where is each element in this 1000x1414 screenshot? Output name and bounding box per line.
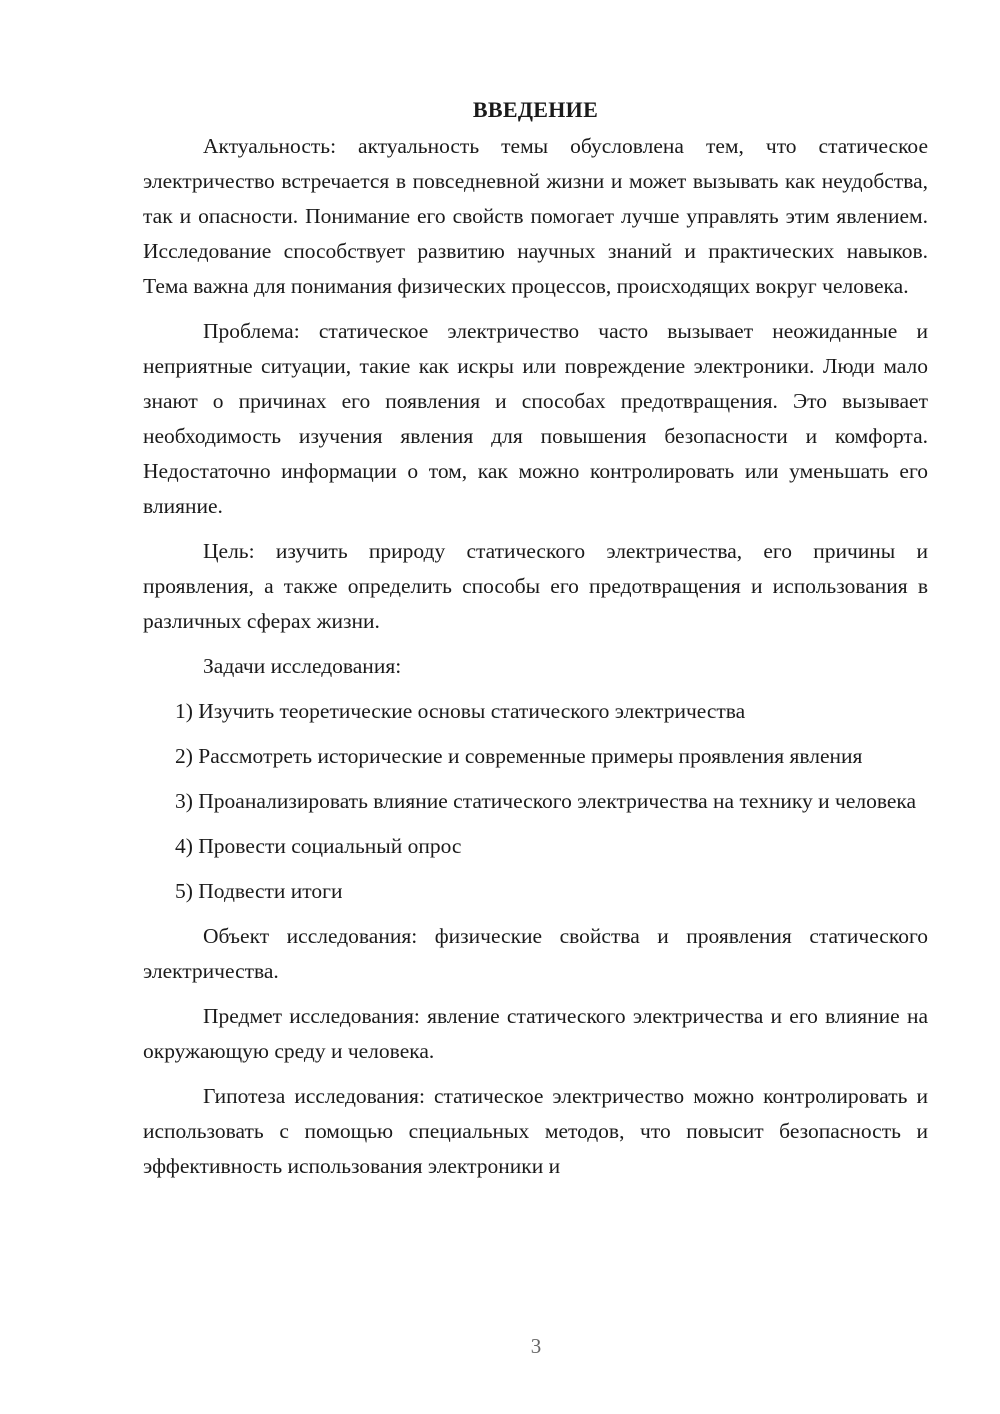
paragraph-relevance: Актуальность: актуальность темы обусловлена тем, что статическое электричество встречается в повседневной жизни и может вызывать как неудобства, так и опасности. Понимание его свойств помогает лучше управлять этим явлением. Исследование способствует развитию научных знаний и практических навыков. Тема важна для понимания физических процессов, происходящих вокруг человека.	[143, 134, 928, 298]
task-item-2: 2) Рассмотреть исторические и современные примеры проявления явления	[175, 744, 863, 768]
page-number: 3	[530, 1334, 542, 1358]
task-item-1: 1) Изучить теоретические основы статического электричества	[175, 699, 746, 723]
task-item-4: 4) Провести социальный опрос	[175, 834, 462, 858]
task-item-3: 3) Проанализировать влияние статического электричества на технику и человека	[175, 789, 917, 813]
section-heading: ВВЕДЕНИЕ	[472, 97, 599, 122]
page-content	[143, 92, 928, 1194]
paragraph-hypothesis: Гипотеза исследования: статическое электричество можно контролировать и использовать с помощью специальных методов, что повысит безопасность и эффективность использования электроники и	[143, 1084, 928, 1178]
paragraph-subject: Предмет исследования: явление статического электричества и его влияние на окружающую среду и человека.	[143, 1004, 928, 1063]
task-item-5: 5) Подвести итоги	[175, 879, 343, 903]
paragraph-tasks-intro: Задачи исследования:	[203, 654, 402, 678]
paragraph-object: Объект исследования: физические свойства и проявления статического электричества.	[143, 924, 928, 983]
paragraph-goal: Цель: изучить природу статического электричества, его причины и проявления, а также определить способы его предотвращения и использования в различных сферах жизни.	[143, 539, 928, 633]
paragraph-problem: Проблема: статическое электричество часто вызывает неожиданные и неприятные ситуации, такие как искры или повреждение электроники. Люди мало знают о причинах его появления и способах предотвращения. Это вызывает необходимость изучения явления для повышения безопасности и комфорта. Недостаточно информации о том, как можно контролировать или уменьшать его влияние.	[143, 319, 928, 518]
